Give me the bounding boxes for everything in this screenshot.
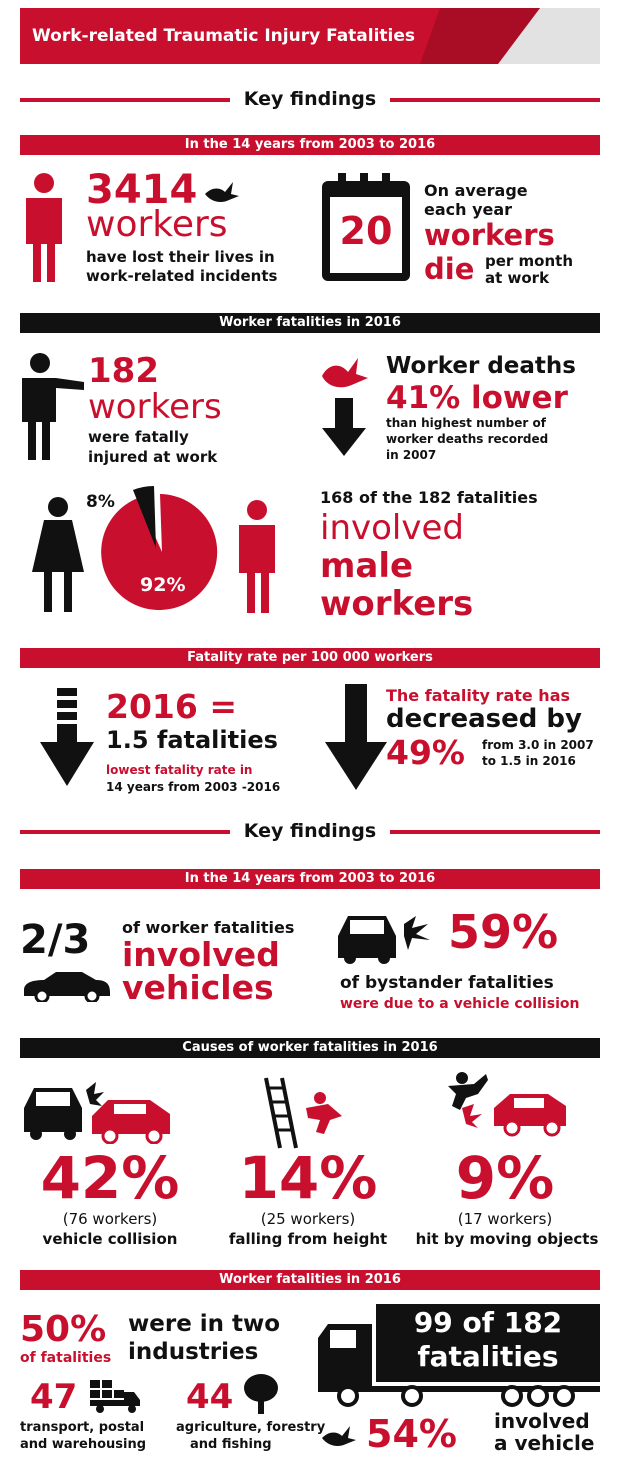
- big-down-arrow-icon: [325, 684, 387, 792]
- at-work-text: at work: [485, 269, 550, 287]
- transport-label-1: transport, postal: [20, 1420, 145, 1435]
- than-text-1: than highest number of: [386, 416, 546, 430]
- section-bar: Fatality rate per 100 000 workers: [20, 648, 600, 668]
- key-findings-heading: [20, 816, 600, 846]
- workers-182-label: workers: [88, 387, 222, 427]
- rate-has-text: The fatality rate has: [386, 686, 571, 705]
- per-month-text: per month: [485, 252, 573, 270]
- pointing-man-icon: [18, 352, 88, 460]
- female-pct: 8%: [86, 492, 115, 512]
- dove-icon: [203, 176, 239, 206]
- involved-vehicle-1: involved: [494, 1409, 590, 1433]
- gender-pie-chart: [98, 486, 228, 616]
- than-text-2: worker deaths recorded: [386, 432, 549, 446]
- cause-count: (76 workers): [62, 1210, 158, 1228]
- decreased-text: decreased by: [386, 704, 582, 734]
- lost-lives-text-2: work-related incidents: [86, 267, 278, 285]
- of-182-text: 168 of the 182 fatalities: [320, 488, 538, 507]
- due-to-text: were due to a vehicle collision: [340, 996, 580, 1012]
- sedan-car-icon: [20, 968, 112, 1002]
- section-bar: In the 14 years from 2003 to 2016: [20, 135, 600, 155]
- industries-text: industries: [128, 1339, 259, 1365]
- lost-lives-text: have lost their lives in: [86, 248, 275, 266]
- fatally-text: were fatally: [88, 428, 189, 446]
- were-in-text: were in two: [128, 1311, 281, 1337]
- vehicle-collision-icon: [20, 1078, 180, 1144]
- section-bar: In the 14 years from 2003 to 2016: [20, 869, 600, 889]
- header-title: Work-related Traumatic Injury Fatalities: [32, 26, 416, 46]
- vehicles-text: vehicles: [122, 968, 274, 1007]
- involved-vehicle-2: a vehicle: [494, 1431, 595, 1455]
- dashed-down-arrow-icon: [38, 688, 96, 788]
- bystander-text: of bystander fatalities: [340, 973, 554, 993]
- key-findings-label: Key findings: [243, 820, 377, 842]
- fifty-pct: 50%: [20, 1309, 107, 1350]
- of-worker-text: of worker fatalities: [122, 918, 295, 937]
- moving-object-icon: [440, 1070, 570, 1140]
- cause-label: falling from height: [228, 1230, 388, 1248]
- truck-text-1: 99 of 182: [413, 1306, 563, 1339]
- agriculture-label-2: and fishing: [190, 1437, 272, 1452]
- agriculture-label-1: agriculture, forestry: [176, 1420, 326, 1435]
- lowest-years-text: 14 years from 2003 -2016: [106, 780, 281, 794]
- workers-red-text: workers: [424, 218, 555, 252]
- key-findings-heading: [20, 84, 600, 114]
- cause-count: (17 workers): [457, 1210, 553, 1228]
- cause-pct: 42%: [40, 1144, 180, 1212]
- year-eq-text: 2016 =: [106, 687, 237, 726]
- on-average-text: On average: [424, 181, 528, 200]
- truck-boxes-icon: [88, 1378, 142, 1414]
- header-banner: [20, 8, 600, 64]
- each-year-text: each year: [424, 200, 513, 219]
- transport-number: 47: [30, 1377, 78, 1417]
- die-text: die: [424, 252, 475, 286]
- workers-label: workers: [86, 204, 228, 245]
- tree-icon: [240, 1372, 282, 1416]
- of-fatalities-text: of fatalities: [20, 1350, 112, 1366]
- fraction-text: 2/3: [20, 917, 91, 963]
- section-bar: Causes of worker fatalities in 2016: [20, 1038, 600, 1058]
- lowest-rate-text: lowest fatality rate in: [106, 763, 253, 777]
- fatalities-rate-text: 1.5 fatalities: [106, 726, 278, 754]
- transport-label-2: and warehousing: [20, 1437, 147, 1452]
- from-text-1: from 3.0 in 2007: [482, 738, 594, 752]
- stat-182: 182: [88, 351, 159, 391]
- male-text: male: [320, 546, 414, 586]
- section-bar: Worker fatalities in 2016: [20, 1270, 600, 1290]
- than-text-3: in 2007: [386, 448, 437, 462]
- male-figure-red-icon: [234, 499, 280, 615]
- pct-lower: 41% lower: [386, 380, 568, 416]
- male-figure-icon: [20, 172, 68, 282]
- agriculture-number: 44: [186, 1377, 234, 1417]
- injured-text: injured at work: [88, 448, 218, 466]
- from-text-2: to 1.5 in 2016: [482, 754, 576, 768]
- stat-3414: 3414: [86, 167, 198, 213]
- truck-text-2: fatalities: [417, 1340, 559, 1373]
- vehicle-pct: 54%: [366, 1412, 457, 1456]
- workers-big-text: workers: [320, 584, 474, 624]
- key-findings-label: Key findings: [243, 88, 377, 110]
- worker-deaths-title: Worker deaths: [386, 353, 576, 379]
- calendar-number: 20: [339, 209, 393, 253]
- dove-icon: [320, 1420, 356, 1450]
- car-crash-icon: [336, 906, 436, 966]
- dove-down-arrow-icon: [318, 354, 372, 458]
- female-figure-icon: [30, 496, 86, 612]
- involved-red-text: involved: [122, 935, 280, 974]
- cause-count: (25 workers): [260, 1210, 356, 1228]
- male-pct: 92%: [140, 574, 186, 596]
- cause-pct: 14%: [238, 1144, 378, 1212]
- cause-label: vehicle collision: [42, 1230, 178, 1248]
- cause-pct: 9%: [455, 1144, 555, 1212]
- cause-label: hit by moving objects: [415, 1230, 599, 1248]
- decrease-pct: 49%: [386, 733, 465, 772]
- section-bar: Worker fatalities in 2016: [20, 313, 600, 333]
- ladder-fall-icon: [258, 1076, 348, 1150]
- involved-text: involved: [320, 508, 464, 548]
- bystander-pct: 59%: [448, 905, 559, 959]
